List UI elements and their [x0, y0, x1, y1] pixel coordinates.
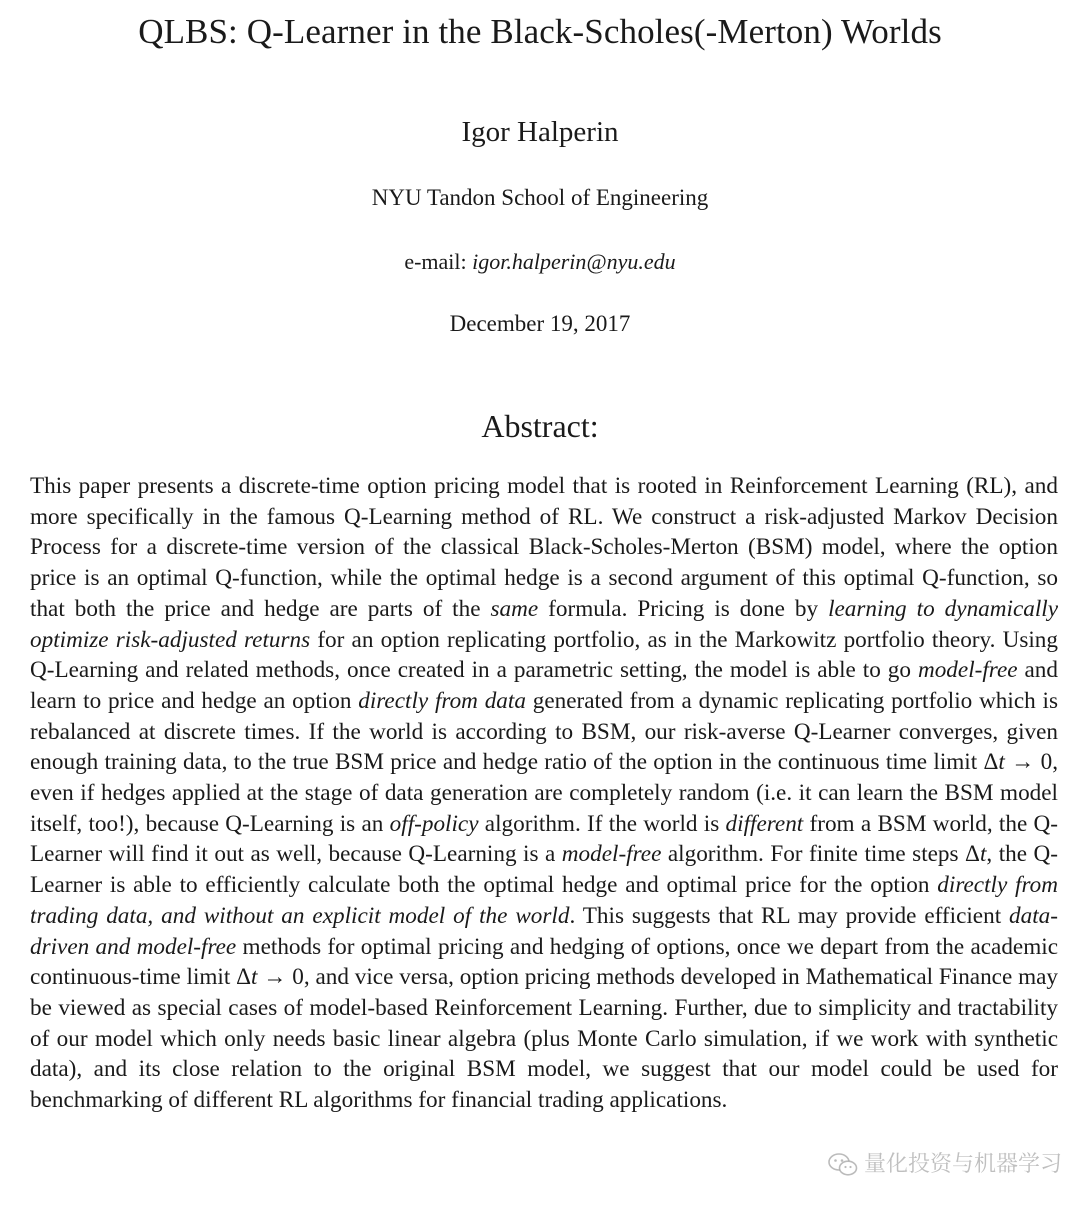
abstract-text: methods for optimal pricing and hedging of options, once we depart from the academic continuous-time limit Δ	[30, 933, 1058, 991]
abstract-text: . This suggests that RL may provide efficient	[569, 902, 1010, 929]
email-line	[0, 246, 1080, 278]
abstract-emphasis: off-policy	[389, 810, 479, 837]
watermark-text: 量化投资与机器学习	[863, 1152, 1062, 1177]
abstract-emphasis: learning to dynamically optimize risk-adjusted returns	[30, 595, 1059, 653]
author-name: Igor Halperin	[461, 116, 619, 148]
abstract-text: This paper presents a discrete-time option pricing model that is rooted in Reinforcement Learning (RL), and more specifically in the famous Q-Learning method of RL. We construct a risk-adjusted Markov Decision Process for a discrete-time version of the classical Black-Scholes-Merton (BSM) model, where the option price is an optimal Q-function, while the optimal hedge is a second argument of this optimal Q-function, so that both the price and hedge are parts of the	[30, 473, 1058, 622]
abstract-emphasis: directly from data	[358, 687, 526, 714]
wechat-icon	[828, 1152, 858, 1178]
abstract-text: → 0, and vice versa, option pricing methods developed in Mathematical Finance may be viewed as special cases of model-based Reinforcement Learning. Further, due to simplicity and tractability of our model which only needs basic linear algebra (plus Monte Carlo simulation, if we work with synthetic data), and its close relation to the original BSM model, we suggest that our model could be used for benchmarking of different RL algorithms for financial trading applications.	[30, 964, 1058, 1114]
abstract-emphasis: same	[490, 595, 539, 622]
math-variable: t	[979, 841, 987, 868]
abstract-body	[30, 471, 1058, 1116]
affiliation: NYU Tandon School of Engineering	[371, 185, 709, 210]
math-variable: t	[251, 964, 258, 991]
abstract-text: from a BSM world, the Q-Learner will find it out as well, because Q-Learning is a	[30, 810, 1058, 868]
math-variable: t	[998, 749, 1005, 776]
abstract-emphasis: data-driven and model-free	[30, 902, 1058, 960]
paper-date: December 19, 2017	[449, 311, 631, 336]
abstract-text: generated from a dynamic replicating portfolio which is rebalanced at discrete times. If the world is according to BSM, our risk-averse Q-Learner converges, given enough training data, to the true BSM price and hedge ratio of the option in the continuous time limit Δ	[30, 687, 1058, 776]
abstract-emphasis: different	[725, 810, 804, 837]
abstract-emphasis: directly from trading data, and without an explicit model of the world	[30, 872, 1058, 929]
abstract-text: , the Q-Learner is able to efficiently calculate both the optimal hedge and optimal price for the option	[30, 841, 1058, 899]
abstract-text: algorithm. For finite time steps Δ	[661, 841, 980, 868]
abstract-heading: Abstract:	[481, 408, 599, 444]
watermark	[828, 1150, 1062, 1180]
abstract-text: formula. Pricing is done by	[538, 595, 829, 622]
abstract-emphasis: model-free	[561, 841, 662, 868]
email-label: e-mail:	[404, 249, 473, 274]
abstract-emphasis: model-free	[917, 657, 1018, 684]
abstract-text: for an option replicating portfolio, as in the Markowitz portfolio theory. Using Q-Learning and related methods, once created in a parametric setting, the model is able to go	[30, 626, 1058, 684]
paper-title: QLBS: Q-Learner in the Black-Scholes(-Merton) Worlds	[138, 12, 942, 51]
abstract-text: algorithm. If the world is	[478, 810, 726, 837]
abstract-text: → 0, even if hedges applied at the stage of data generation are completely random (i.e. it can learn the BSM model itself, too!), because Q-Learning is an	[30, 749, 1059, 837]
abstract-text: and learn to price and hedge an option	[30, 657, 1058, 714]
email-address: igor.halperin@nyu.edu	[472, 249, 676, 274]
